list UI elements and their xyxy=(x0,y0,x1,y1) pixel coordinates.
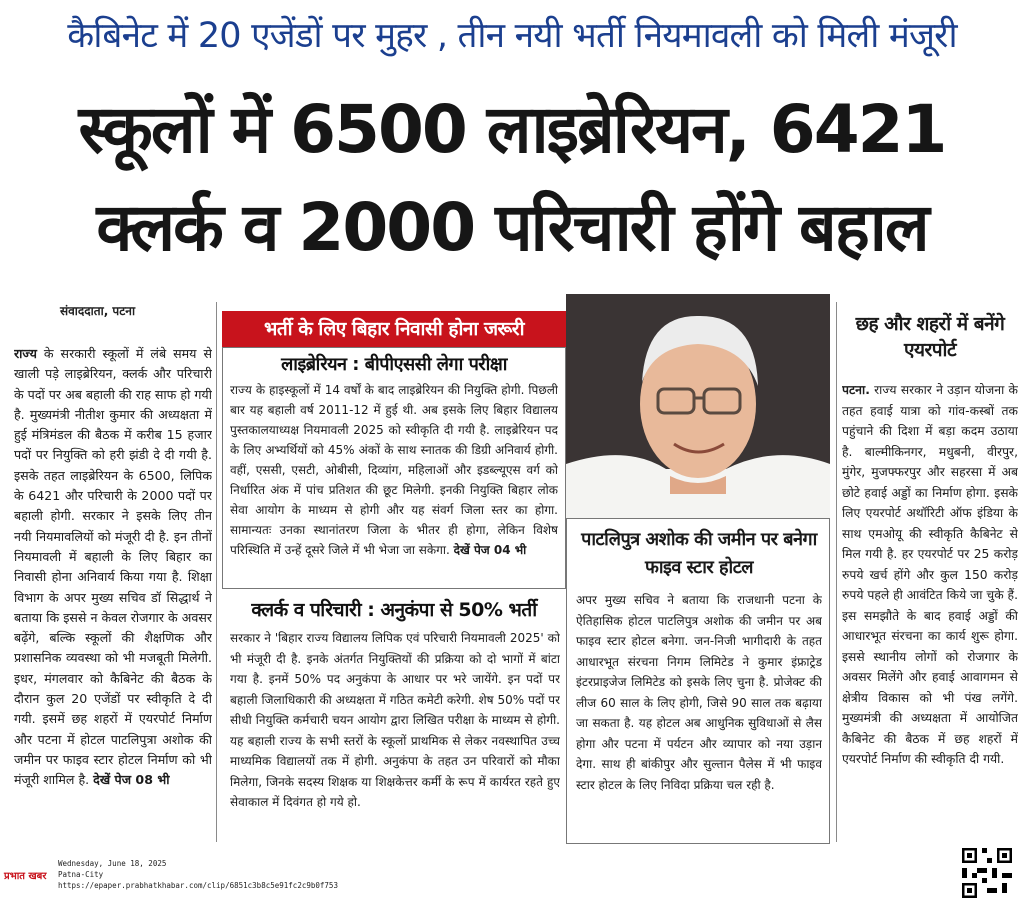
portrait-illustration xyxy=(566,294,830,518)
red-banner: भर्ती के लिए बिहार निवासी होना जरूरी xyxy=(222,311,566,347)
clip-date: Wednesday, June 18, 2025 xyxy=(58,859,167,868)
hotel-heading: पाटलिपुत्र अशोक की जमीन पर बनेगा फाइव स्टार होटल xyxy=(581,529,817,578)
airport-heading: छह और शहरों में बनेंगे एयरपोर्ट xyxy=(855,313,1005,361)
clip-meta xyxy=(58,858,338,891)
airport-article xyxy=(842,380,1018,840)
divider-right xyxy=(836,302,837,842)
airport-body: राज्य सरकार ने उड़ान योजना के तहत हवाई यात्रा को गांव-कस्बों तक पहुंचाने की दिशा में बड़ा कदम उठाया है. बाल्मीकिनगर, मधुबनी, वीरपुर, मुंगेर, मुजफ्फरपुर और सहरसा में अब छोटे हवाई अड्डों का निर्माण होगा. इसके लिए एयरपोर्ट अथॉरिटी ऑफ इंडिया के साथ एमओयू की स्वीकृति कैबिनेट से मिल गयी है. हर एयरपोर्ट पर 25 करोड़ रुपये खर्च होंगे और कुल 150 करोड़ रुपये पहले ही आवंटित किये जा चुके हैं. इस समझौते के बाद हवाई अड्डों की आधारभूत संरचना का कार्य शुरू होगा. इससे स्थानीय लोगों को रोजगार के अवसर मिलेंगे और हवाई आवागमन से क्षेत्रीय विकास को भी पंख लगेंगे. मुख्यमंत्री की अध्यक्षता में आयोजित कैबिनेट की बैठक में छह शहरों में एयरपोर्ट निर्माण की स्वीकृति दी गयी. xyxy=(842,383,1018,766)
clerk-heading: क्लर्क व परिचारी : अनुकंपा से 50% भर्ती xyxy=(251,599,537,621)
main-headline-line2: क्लर्क व 2000 परिचारी होंगे बहाल xyxy=(96,189,928,266)
kicker-headline: कैबिनेट में 20 एजेंडों पर मुहर , तीन नयी भर्ती नियमावली को मिली मंजूरी xyxy=(67,16,957,56)
hotel-body: अपर मुख्य सचिव ने बताया कि राजधानी पटना के ऐतिहासिक होटल पाटलिपुत्र अशोक की जमीन पर अब फाइव स्टार होटल बनेगा. जन-निजी भागीदारी के तहत आधारभूत संरचना निगम लिमिटेड ने कुमार इंफ्राट्रेड इंटरप्राइजेज लिमिटेड को इसके लिए चुना है. प्रोजेक्ट की लीज 60 साल के लिए होगी, जिसे 90 साल तक बढ़ाया जा सकता है. यह होटल अब आधुनिक सुविधाओं से लैस होगा और पटना में पर्यटन और व्यापार को नया उड़ान देगा. साथ ही बांकीपुर और सुल्तान पैलेस में भी फाइव स्टार होटल के लिए निविदा प्रक्रिया चल रही है. xyxy=(576,593,822,792)
airport-lead: पटना. xyxy=(842,383,870,397)
prabhat-khabar-logo: प्रभात खबर xyxy=(4,871,47,882)
divider-left xyxy=(216,302,217,842)
librarian-heading: लाइब्रेरियन : बीपीएससी लेगा परीक्षा xyxy=(281,354,507,375)
left-article xyxy=(14,344,212,844)
chief-minister-photo xyxy=(566,294,830,518)
byline: संवाददाता, पटना xyxy=(60,304,136,318)
librarian-body: राज्य के हाइस्कूलों में 14 वर्षों के बाद लाइब्रेरियन की नियुक्ति होगी. पिछली बार यह बहाली वर्ष 2011-12 में हुई थी. अब इसके लिए बिहार विद्यालय पुस्तकालयाध्यक्ष नियमावली 2025 को स्वीकृति दी गयी है. लाइब्रेरियन पद के लिए अभ्यर्थियों को 45% अंकों के साथ स्नातक की डिग्री अनिवार्य होगी. वहीं, एससी, एसटी, ओबीसी, दिव्यांग, महिलाओं और इडब्ल्यूएस वर्ग को निर्धारित अंक में पांच प्रतिशत की छूट मिलेगी. इनकी नियुक्ति बिहार लोक सेवा आयोग के माध्यम से होगी और यह संवर्ग जिला स्तर का होगा. सामान्यतः उनका स्थानांतरण जिला के भीतर ही होगा, लेकिन विशेष परिस्थिति में उन्हें दूसरे जिले में भी भेजा जा सकेगा. देखें पेज 04 भी xyxy=(230,383,558,557)
librarian-see-page[interactable]: देखें पेज 04 भी xyxy=(453,543,527,557)
left-body: के सरकारी स्कूलों में लंबे समय से खाली पड़े लाइब्रेरियन, क्लर्क और परिचारी के पदों पर अब बहाली की राह साफ हो गयी है. मुख्यमंत्री नीतीश कुमार की अध्यक्षता में हुई मंत्रिमंडल की बैठक में करीब 15 हजार पदों पर नियुक्ति को हरी झंडी दे दी गयी है. इसके तहत लाइब्रेरियन के 6500, लिपिक के 6421 और परिचारी के 2000 पदों पर बहाली होगी. सरकार ने इसके लिए तीन नयी नियमावलियों को मंजूरी दी है. इन तीनों नियमावली में बहाली के लिए बिहार का निवासी होना अनिवार्य किया गया है. शिक्षा विभाग के अपर मुख्य सचिव डॉ सिद्धार्थ ने बताया कि इससे न केवल रोजगार के अवसर बढ़ेंगे, बल्कि स्कूलों की शैक्षणिक और प्रशासनिक व्यवस्था को भी मजबूती मिलेगी. इधर, मंगलवार को कैबिनेट की बैठक के दौरान कुल 20 एजेंडों पर स्वीकृति दे दी गयी. इसमें छह शहरों में एयरपोर्ट निर्माण और पटना में होटल पाटलिपुत्रा अशोक की जमीन पर फाइव स्टार होटल निर्माण को भी मंजूरी शामिल है. xyxy=(14,346,212,788)
clerk-body: सरकार ने 'बिहार राज्य विद्यालय लिपिक एवं परिचारी नियमावली 2025' को भी मंजूरी दी है. इनके अंतर्गत नियुक्तियों की प्रक्रिया को दो भागों में बांटा गया है. इनमें 50% पद अनुकंपा के आधार पर भरे जायेंगे. इन पदों पर बहाली जिलाधिकारी की अध्यक्षता में गठित कमेटी करेगी. शेष 50% पदों पर सीधी नियुक्ति कर्मचारी चयन आयोग द्वारा लिखित परीक्षा के माध्यम से होगी. यह बहाली राज्य के सभी स्तरों के स्कूलों प्राथमिक से लेकर नवस्थापित उच्च माध्यमिक विद्यालयों तक में होगी. अनुकंपा के तहत उन परिवारों को मौका मिलेगा, जिनके सदस्य शिक्षक या शिक्षकेत्तर कर्मी के रूप में कार्यरत रहते हुए सेवाकाल में दिवंगत हो गये हो. xyxy=(230,631,560,809)
clip-url[interactable]: https://epaper.prabhatkhabar.com/clip/6851c3b8c5e91fc2c9b0f753 xyxy=(58,881,338,890)
footer xyxy=(0,848,1024,904)
left-lead: राज्य xyxy=(14,346,37,361)
clip-edition: Patna-City xyxy=(58,870,104,879)
main-headline-line1: स्कूलों में 6500 लाइब्रेरियन, 6421 xyxy=(78,91,946,168)
qr-code-icon[interactable] xyxy=(962,848,1012,898)
left-see-page[interactable]: देखें पेज 08 भी xyxy=(93,772,170,788)
